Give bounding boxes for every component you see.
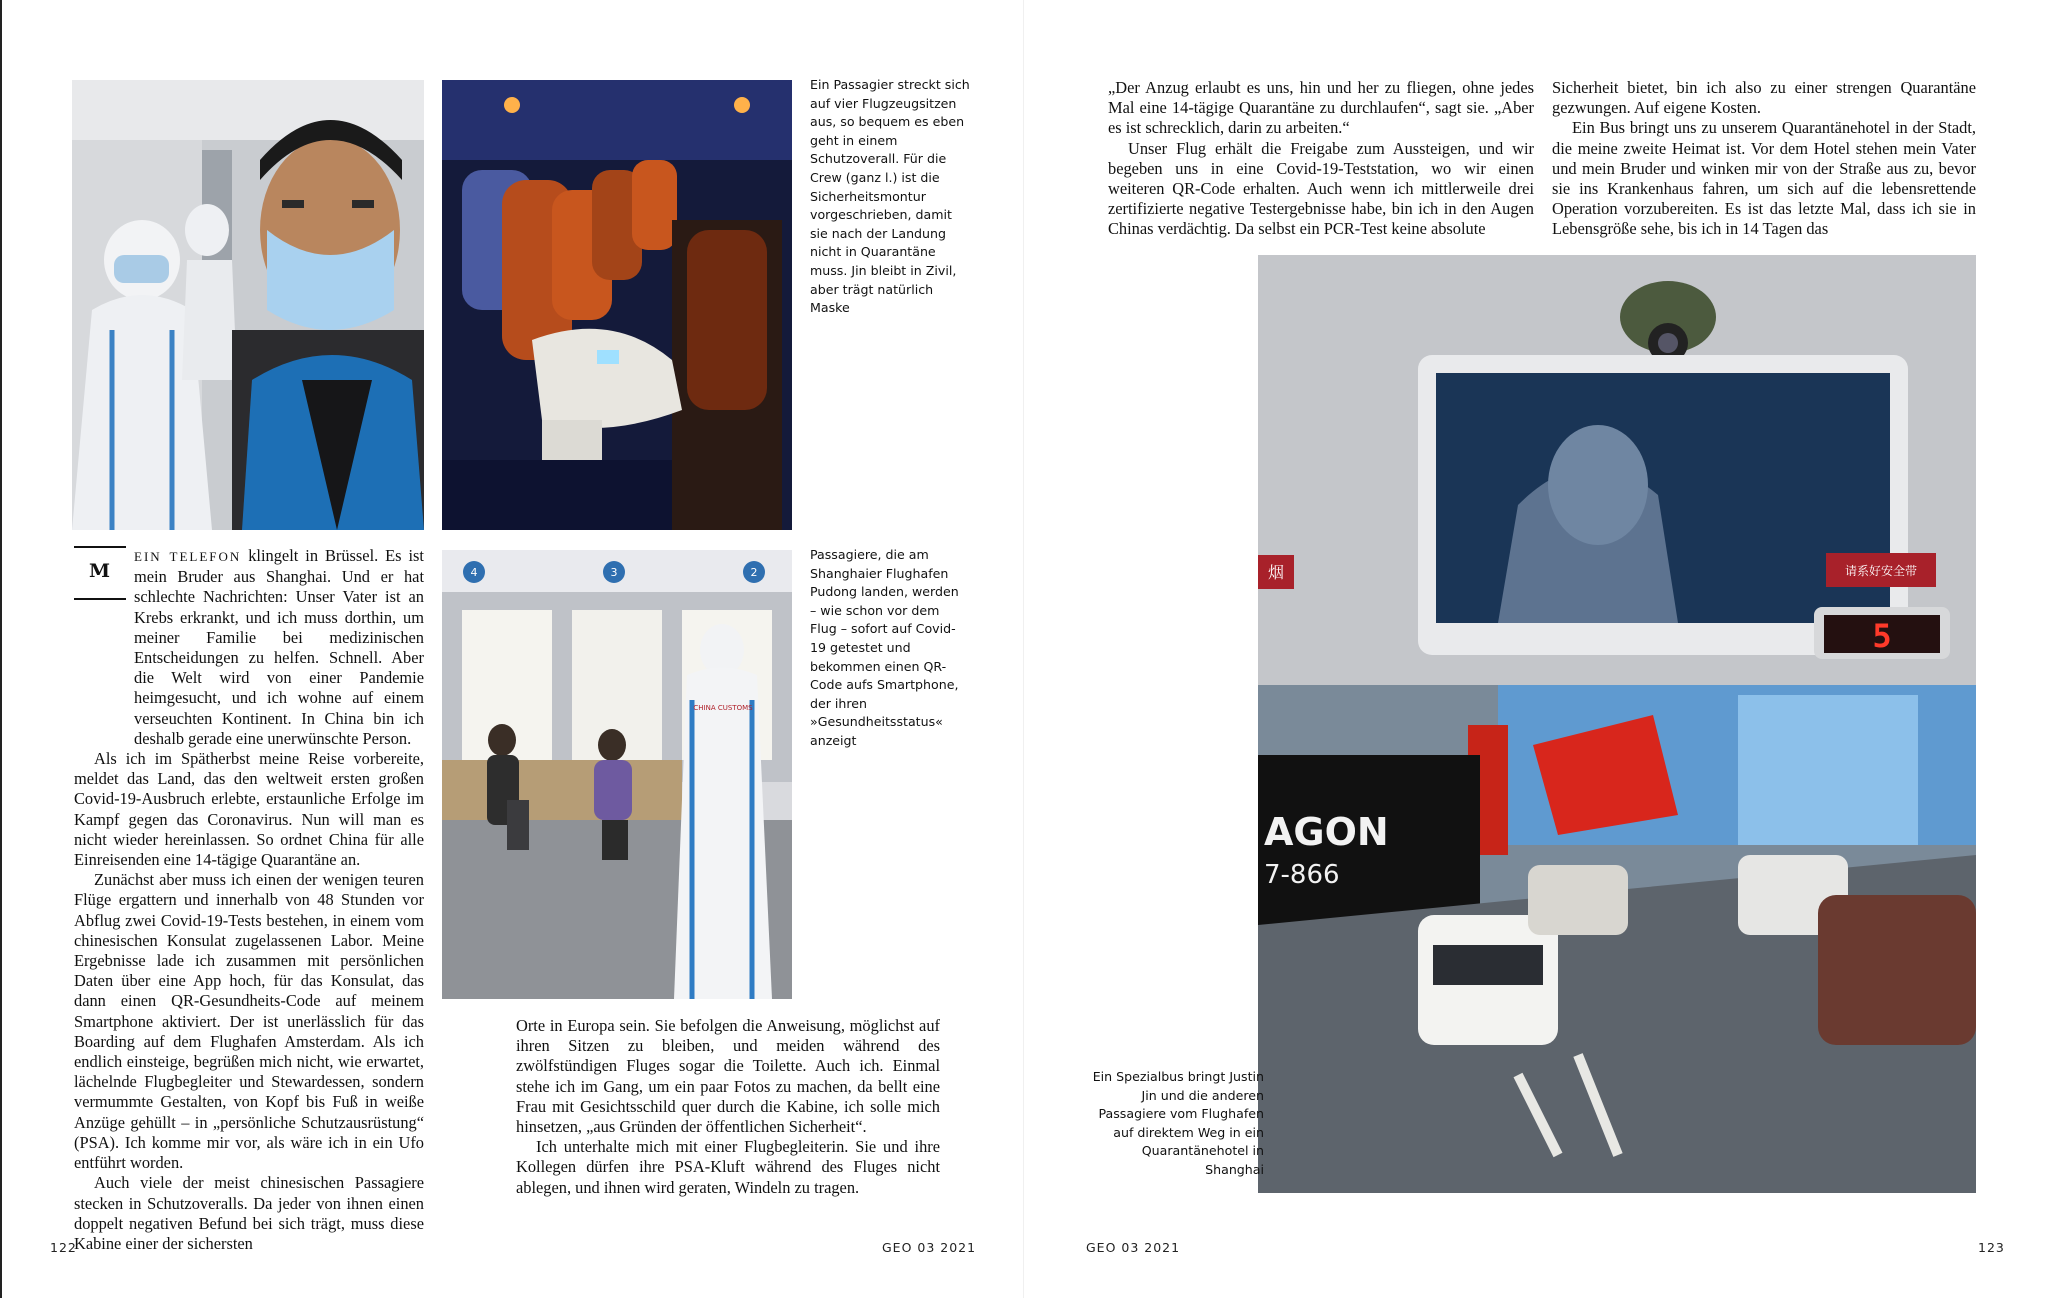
page-number-left: 122 bbox=[50, 1240, 77, 1255]
photo-cabin-night bbox=[442, 80, 792, 530]
desk-number-2: 2 bbox=[750, 566, 758, 579]
magazine-issue-left: GEO 03 2021 bbox=[882, 1240, 977, 1255]
photo-quarantine-bus bbox=[1258, 255, 1976, 1193]
article-paragraph: Unser Flug erhält die Freigabe zum Aussteigen, und wir begeben uns in eine Covid-19-Teststation, wo wir einen weiteren QR-Code erhalten. Auch wenn ich mittlerweile drei zertifizierte negative Testergebnisse habe, bin ich in den Augen Chinas verdächtig. Da selbst ein PCR-Test keine absolute bbox=[1108, 138, 1534, 239]
article-paragraph: Als ich im Spätherbst meine Reise vorbereite, meldet das Land, das den weltweit ersten großen Covid-19-Ausbruch erlebte, erstaunliche Erfolge im Kampf gegen das Coronavirus. Nun will man es nicht wieder hereinlassen. So ordnet China für alle Einreisenden eine 14-tägige Quarantäne an. bbox=[74, 749, 424, 870]
page-number-right: 123 bbox=[1978, 1240, 2005, 1255]
quarantine-bus-illustration bbox=[1258, 255, 1976, 1193]
caption-pudong: Passagiere, die am Shanghaier Flughafen Pudong landen, werden – wie schon vor dem Flug – sofort auf Covid-19 getestet und bekommen einen QR-Code aufs Smartphone, der ihren »Gesundheitsstatus« anzeigt bbox=[810, 547, 959, 748]
article-column-4 bbox=[1552, 78, 1976, 240]
photo-selfie-crew bbox=[72, 80, 424, 530]
bus-sign-right: 请系好安全带 bbox=[1844, 564, 1918, 578]
desk-number-4: 4 bbox=[470, 566, 478, 579]
pudong-testing-illustration bbox=[442, 550, 792, 999]
article-paragraph: Ich unterhalte mich mit einer Flugbegleiterin. Sie und ihre Kollegen dürfen ihre PSA-Kluft während des Fluges nicht ablegen, und ihnen wird geraten, Windeln zu tragen. bbox=[516, 1137, 940, 1197]
desk-number-3: 3 bbox=[610, 566, 618, 579]
opening-text: klingelt in Brüssel. Es ist mein Bruder aus Shanghai. Und er hat schlechte Nachrichten: Unser Vater ist an Krebs erkrankt, und ich muss dorthin, um meiner Familie bei medizinischen Entscheidungen zu helfen. Schnell. Aber die Welt wird von einer Pandemie heimgesucht, und ich wohne auf einem verseuchten Kontinent. In China bin ich deshalb gerade eine unerwünschte Person. bbox=[134, 546, 424, 748]
billboard-text-2: 7-866 bbox=[1264, 860, 1340, 890]
article-column-1 bbox=[74, 546, 424, 1254]
caption-crew: Ein Passagier streckt sich auf vier Flugzeugsitzen aus, so bequem es eben geht in einem Schutzoverall. Für die Crew (ganz l.) ist die Sicherheitsmontur vorgeschrieben, damit sie nach der Landung nicht in Quarantäne muss. Jin bleibt in Zivil, aber trägt natürlich Maske bbox=[810, 77, 970, 316]
article-paragraph: Zunächst aber muss ich einen der wenigen teuren Flüge ergattern und innerhalb von 48 Stunden vor Abflug zwei Covid-19-Tests bestehen, in einem vom chinesischen Konsulat zugelassenen Labor. Meine Ergebnisse lade ich zusammen mit persönlichen Daten über eine App hoch, für das Konsulat, das dann einen QR-Gesundheits-Code auf meinem Smartphone aktiviert. Der ist unerlässlich für das Boarding auf dem Flughafen Amsterdam. Als ich endlich einsteige, begrüßen mich nicht, wie erwartet, lächelnde Flugbegleiter und Stewardessen, sondern vermummte Gestalten, von Kopf bis Fuß in weiße Anzüge gehüllt – in „persönliche Schutzausrüstung“ (PSA). Ich komme mir vor, als wäre ich in ein Ufo entführt worden. bbox=[74, 870, 424, 1173]
bus-sign-left: 烟 bbox=[1267, 563, 1285, 582]
article-paragraph: „Der Anzug erlaubt es uns, hin und her zu fliegen, ohne jedes Mal eine 14-tägige Quarantäne zu durchlaufen“, sagt sie. „Aber es ist schrecklich, darin zu arbeiten.“ bbox=[1108, 78, 1534, 138]
cabin-night-illustration bbox=[442, 80, 792, 530]
article-col1-opening bbox=[74, 546, 424, 749]
dropcap-letter: M bbox=[88, 560, 112, 582]
magazine-issue-right: GEO 03 2021 bbox=[1086, 1240, 1181, 1255]
suit-print-text: CHINA CUSTOMS bbox=[693, 704, 753, 712]
article-paragraph: Sicherheit bietet, bin ich also zu einer strengen Quarantäne gezwungen. Auf eigene Kosten. bbox=[1552, 78, 1976, 118]
right-page bbox=[1024, 0, 2048, 1298]
article-paragraph: Ein Bus bringt uns zu unserem Quarantänehotel in der Stadt, die meine zweite Heimat ist. Vor dem Hotel stehen mein Vater und mein Bruder und winken mir von der Straße aus zu, bevor sie ins Krankenhaus fahren, um sich auf die lebensrettende Operation vorzubereiten. Es ist das letzte Mal, dass ich sie in Lebensgröße sehe, bis ich in 14 Tagen das bbox=[1552, 118, 1976, 239]
opening-smallcaps: EIN TELEFON bbox=[134, 549, 242, 564]
caption-bus: Ein Spezialbus bringt Justin Jin und die anderen Passagiere vom Flughafen auf direktem Weg in ein Quarantänehotel in Shanghai bbox=[1092, 1069, 1264, 1177]
selfie-crew-illustration bbox=[72, 80, 424, 530]
photo-pudong-testing bbox=[442, 550, 792, 999]
article-paragraph: Auch viele der meist chinesischen Passagiere stecken in Schutzoveralls. Da jeder von ihnen einen doppelt negativen Befund bei sich trägt, muss diese Kabine einer der sichersten bbox=[74, 1173, 424, 1253]
article-column-3 bbox=[1108, 78, 1534, 240]
bus-led-display: 5 bbox=[1872, 617, 1892, 655]
article-column-2 bbox=[516, 1016, 940, 1198]
article-paragraph: Orte in Europa sein. Sie befolgen die Anweisung, möglichst auf ihren Sitzen zu bleiben, und meiden während des zwölfstündigen Fluges sogar die Toilette. Auch ich. Einmal stehe ich im Gang, um ein paar Fotos zu machen, da bellt eine Frau mit Gesichtsschild quer durch die Kabine, ich solle mich hinsetzen, „aus Gründen der öffentlichen Sicherheit“. bbox=[516, 1016, 940, 1137]
billboard-text-1: AGON bbox=[1264, 810, 1389, 854]
